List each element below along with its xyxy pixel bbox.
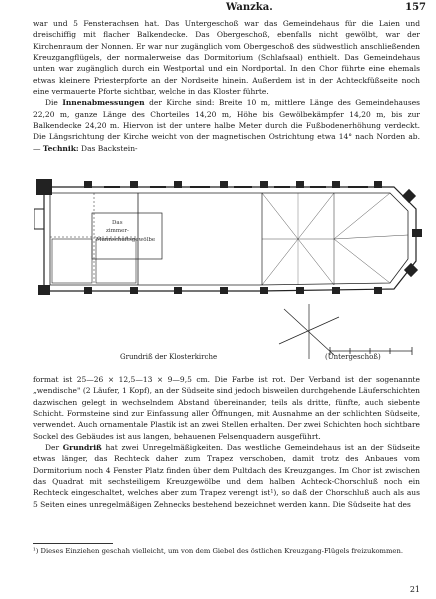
footer-page-number: 21	[409, 585, 420, 594]
body-text-mid	[33, 374, 420, 510]
church-floor-plan	[34, 169, 424, 371]
running-header	[40, 2, 426, 16]
header-title: Wanzka.	[226, 2, 273, 13]
header-page-number: 157	[405, 2, 426, 13]
measurements-heading: Innenabmessungen	[62, 98, 145, 108]
paragraph-measurements: Die Innenabmessungen der Kirche sind: Breite 10 m, mittlere Länge des Gemeindehauses 22,20 m, ganze Länge des Chorteiles 14,20 m, Höhe bis Gewölbekämpfer 14,20 m, bis zur Balkendecke 24,20 m. Hiervon ist der untere halbe Meter durch die Fußbodenerhöhung verdeckt. Die Längsrichtung der Kirche weicht von der magnetischen Ostrichtung etwa 14° nach Norden ab. — Technik: Das Backstein-	[33, 98, 420, 153]
room-label-2: zimmer-	[106, 228, 129, 234]
footnote: ¹) Dieses Einziehen geschah vielleicht, um von dem Giebel des östlichen Kreuzgang-Flügels freizukommen.	[33, 547, 403, 555]
technik-heading: Technik:	[42, 143, 79, 153]
paragraph: war und 5 Fensterachsen hat. Das Untergeschoß war das Gemeindehaus für die Laien und dreischiffig mit flacher Balkendecke. Das Obergeschoß, ebenfalls nicht gewölbt, war der Kirchenraum der Nonnen. Er war nur zugänglich vom Obergeschoß des südwestlich anschließenden Kreuzgangflügels, der normalerweise das Dormitorium (Schlafsaal) enthielt. Das Gemeindehaus unten war zugänglich durch ein Westportal und ein Nordportal. In den Chor führte eine ehemals etwas kleinere Priesterpforte an der Nordseite hinein. Außerdem ist in der Achteckfüßseite noch eine vermauerte Pforte sichtbar, welche in das Kloster führte.	[33, 19, 420, 97]
room-label-1: Das	[112, 220, 123, 226]
paragraph: format ist 25—26 × 12,5—13 × 9—9,5 cm. Die Farbe ist rot. Der Verband ist der sogenannte „wendische" (2 Läufer, 1 Kopf), an der Südseite sind jedoch bisweilen durchgehende Läuferschichten dazwischen gelegt in wechselndem Abstand übereinander, teils als dritte, fünfte, auch siebente Schicht. Formsteine sind zur Einfassung aller Öffnungen, mit Ausnahme an der schlichten Südseite, verwendet. Auch ornamentale Plastik ist an zwei Stellen erhalten. Der zwei Schichten hoch sichtbare Sockel des Gebäudes ist aus langen, behauenen Felsenquadern ausgeführt.	[33, 375, 420, 441]
footnote-rule	[33, 543, 113, 544]
grundriss-heading: Grundriß	[62, 443, 102, 453]
room-label-3: Mannschaftsgewölbe	[96, 237, 156, 243]
paragraph-grundriss: Der Grundriß hat zwei Unregelmäßigkeiten. Das westliche Gemeindehaus ist an der Südseite etwas länger, das Rechteck daher zum Trapez verschoben, damit trotz des Anbaues vom Dormitorium noch 4 Fenster Platz finden über dem Pultdach des Kreuzganges. Im Chor ist zwischen das Quadrat mit sechsteiligem Kreuzgewölbe und dem halben Achteck-Chorschluß noch ein Rechteck eingeschaltet, welches aber zum Trapez verengt ist¹), so daß der Chorschluß auch als aus 5 Seiten eines unregelmäßigen Zehnecks bestehend bezeichnet werden kann. Die Südseite hat des	[33, 443, 420, 509]
plan-subcaption: (Untergeschoß)	[325, 353, 381, 361]
plan-caption: Grundriß der Klosterkirche	[120, 353, 218, 361]
body-text-top	[33, 18, 420, 154]
